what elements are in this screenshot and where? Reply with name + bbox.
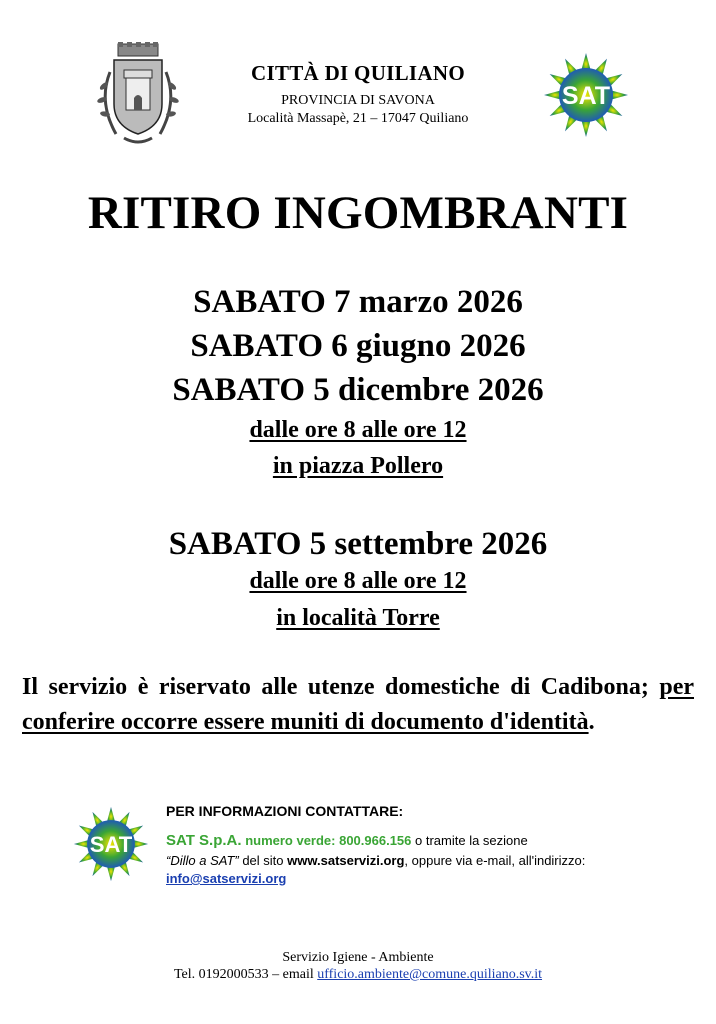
info-text: del sito xyxy=(238,853,288,868)
address: Località Massapè, 21 – 17047 Quiliano xyxy=(247,111,469,126)
date-item: SABATO 7 marzo 2026 xyxy=(193,284,523,320)
service-notice xyxy=(22,670,694,740)
page-title: RITIRO INGOMBRANTI xyxy=(87,187,629,239)
footer-tel: Tel. 0192000533 – email xyxy=(173,967,318,982)
website-link[interactable]: www.satservizi.org xyxy=(287,853,405,868)
phone-number: numero verde: 800.966.156 xyxy=(245,833,412,848)
sat-logo-icon xyxy=(543,52,629,138)
sat-logo-text: SAT xyxy=(561,82,611,110)
company-name: SAT S.p.A. xyxy=(166,832,242,849)
notice-end: . xyxy=(588,709,595,735)
notice-underlined: per conferire occorre essere muniti di documento d'identità xyxy=(22,674,694,735)
date-item: SABATO 6 giugno 2026 xyxy=(190,328,526,364)
notice-text: Il servizio è riservato alle utenze domestiche di Cadibona; xyxy=(22,674,660,700)
info-line-3 xyxy=(166,871,286,886)
info-line-1 xyxy=(166,832,528,849)
place-text: in località Torre xyxy=(276,605,440,631)
footer-contact xyxy=(0,967,716,983)
footer-department: Servizio Igiene - Ambiente xyxy=(282,950,434,965)
hours-text: dalle ore 8 alle ore 12 xyxy=(249,417,467,443)
info-heading: PER INFORMAZIONI CONTATTARE: xyxy=(166,803,404,819)
dillo-a-sat: “Dillo a SAT” xyxy=(166,853,239,868)
date-item: SABATO 5 settembre 2026 xyxy=(168,526,548,562)
footer-email-link[interactable]: ufficio.ambiente@comune.quiliano.sv.it xyxy=(317,967,543,982)
city-name: CITTÀ DI QUILIANO xyxy=(251,61,465,85)
info-line-2 xyxy=(166,853,585,868)
hours-text: dalle ore 8 alle ore 12 xyxy=(249,568,467,594)
province-name: PROVINCIA DI SAVONA xyxy=(281,93,435,108)
date-item: SABATO 5 dicembre 2026 xyxy=(172,372,544,408)
info-text: o tramite la sezione xyxy=(411,833,528,848)
comune-crest-icon xyxy=(94,42,182,148)
place-text: in piazza Pollero xyxy=(272,453,444,479)
info-text: , oppure via e-mail, all'indirizzo: xyxy=(404,853,586,868)
sat-logo-text: SAT xyxy=(89,831,133,857)
info-email-link[interactable]: info@satservizi.org xyxy=(166,871,287,886)
sat-logo-icon xyxy=(73,806,149,882)
